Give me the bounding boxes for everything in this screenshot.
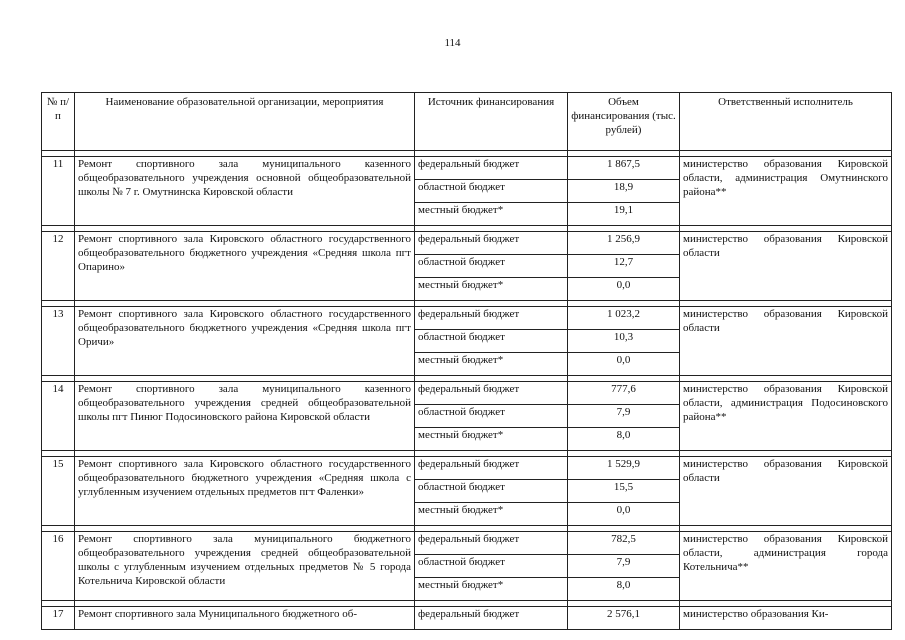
- responsible-executor: министерство образования Кировской области: [680, 232, 892, 301]
- header-num: № п/п: [42, 93, 75, 151]
- header-amount: Объем финансирования (тыс. рублей): [568, 93, 680, 151]
- funding-amount: 8,0: [568, 578, 680, 601]
- row-number: 17: [42, 607, 75, 630]
- row-number: 14: [42, 382, 75, 451]
- funding-amount: 19,1: [568, 203, 680, 226]
- responsible-executor: министерство образования Ки-: [680, 607, 892, 630]
- funding-amount: 0,0: [568, 278, 680, 301]
- funding-source: местный бюджет*: [415, 428, 568, 451]
- funding-source: областной бюджет: [415, 405, 568, 428]
- funding-amount: 7,9: [568, 405, 680, 428]
- row-number: 13: [42, 307, 75, 376]
- row-number: 12: [42, 232, 75, 301]
- funding-source: областной бюджет: [415, 180, 568, 203]
- responsible-executor: министерство образования Кировской области, администрация Омутнинского района**: [680, 157, 892, 226]
- funding-source: федеральный бюджет: [415, 232, 568, 255]
- funding-source: местный бюджет*: [415, 353, 568, 376]
- responsible-executor: министерство образования Кировской области, администрация города Котельнича**: [680, 532, 892, 601]
- funding-source: федеральный бюджет: [415, 157, 568, 180]
- funding-source: местный бюджет*: [415, 503, 568, 526]
- funding-amount: 1 867,5: [568, 157, 680, 180]
- funding-amount: 2 576,1: [568, 607, 680, 630]
- header-name: Наименование образовательной организации, мероприятия: [75, 93, 415, 151]
- row-number: 15: [42, 457, 75, 526]
- row-name: Ремонт спортивного зала муниципального казенного общеобразовательного учреждения средней общеобразовательной школы пгт Пинюг Подосиновского района Кировской области: [75, 382, 415, 451]
- header-responsible: Ответственный исполнитель: [680, 93, 892, 151]
- funding-source: федеральный бюджет: [415, 382, 568, 405]
- funding-amount: 0,0: [568, 503, 680, 526]
- funding-amount: 0,0: [568, 353, 680, 376]
- funding-source: областной бюджет: [415, 330, 568, 353]
- funding-source: федеральный бюджет: [415, 457, 568, 480]
- funding-amount: 12,7: [568, 255, 680, 278]
- row-number: 16: [42, 532, 75, 601]
- row-name: Ремонт спортивного зала Кировского областного государственного общеобразовательного бюджетного учреждения «Средняя школа пгт Оричи»: [75, 307, 415, 376]
- table-row: [42, 532, 892, 555]
- funding-amount: 777,6: [568, 382, 680, 405]
- funding-amount: 18,9: [568, 180, 680, 203]
- funding-source: местный бюджет*: [415, 203, 568, 226]
- responsible-executor: министерство образования Кировской области, администрация Подосиновского района**: [680, 382, 892, 451]
- page-number: 114: [444, 37, 461, 49]
- table-row: [42, 457, 892, 480]
- row-name: Ремонт спортивного зала Кировского областного государственного общеобразовательного бюджетного учреждения «Средняя школа с углубленным изучением отдельных предметов пгт Фаленки»: [75, 457, 415, 526]
- table-row: [42, 607, 892, 630]
- funding-amount: 1 256,9: [568, 232, 680, 255]
- responsible-executor: министерство образования Кировской области: [680, 457, 892, 526]
- responsible-executor: министерство образования Кировской области: [680, 307, 892, 376]
- funding-source: федеральный бюджет: [415, 307, 568, 330]
- table-row: [42, 307, 892, 330]
- funding-amount: 15,5: [568, 480, 680, 503]
- funding-table: [41, 92, 892, 630]
- funding-amount: 10,3: [568, 330, 680, 353]
- row-name: Ремонт спортивного зала муниципального казенного общеобразовательного учреждения основной общеобразовательной школы № 7 г. Омутнинска Кировской области: [75, 157, 415, 226]
- funding-source: федеральный бюджет: [415, 607, 568, 630]
- funding-amount: 1 529,9: [568, 457, 680, 480]
- table-row: [42, 232, 892, 255]
- row-number: 11: [42, 157, 75, 226]
- table-body: [42, 151, 892, 630]
- funding-amount: 7,9: [568, 555, 680, 578]
- row-name: Ремонт спортивного зала Муниципального бюджетного об-: [75, 607, 415, 630]
- table-header-row: [42, 93, 892, 151]
- funding-source: областной бюджет: [415, 480, 568, 503]
- table-row: [42, 382, 892, 405]
- funding-source: областной бюджет: [415, 555, 568, 578]
- funding-source: местный бюджет*: [415, 578, 568, 601]
- funding-amount: 8,0: [568, 428, 680, 451]
- funding-source: областной бюджет: [415, 255, 568, 278]
- header-source: Источник финансирования: [415, 93, 568, 151]
- row-name: Ремонт спортивного зала муниципального бюджетного общеобразовательного учреждения средней общеобразовательной школы с углубленным изучением отдельных предметов № 5 города Котельнича Кировской области: [75, 532, 415, 601]
- row-name: Ремонт спортивного зала Кировского областного государственного общеобразовательного бюджетного учреждения «Средняя школа пгт Опарино»: [75, 232, 415, 301]
- funding-source: местный бюджет*: [415, 278, 568, 301]
- funding-source: федеральный бюджет: [415, 532, 568, 555]
- funding-amount: 1 023,2: [568, 307, 680, 330]
- table-row: [42, 157, 892, 180]
- funding-amount: 782,5: [568, 532, 680, 555]
